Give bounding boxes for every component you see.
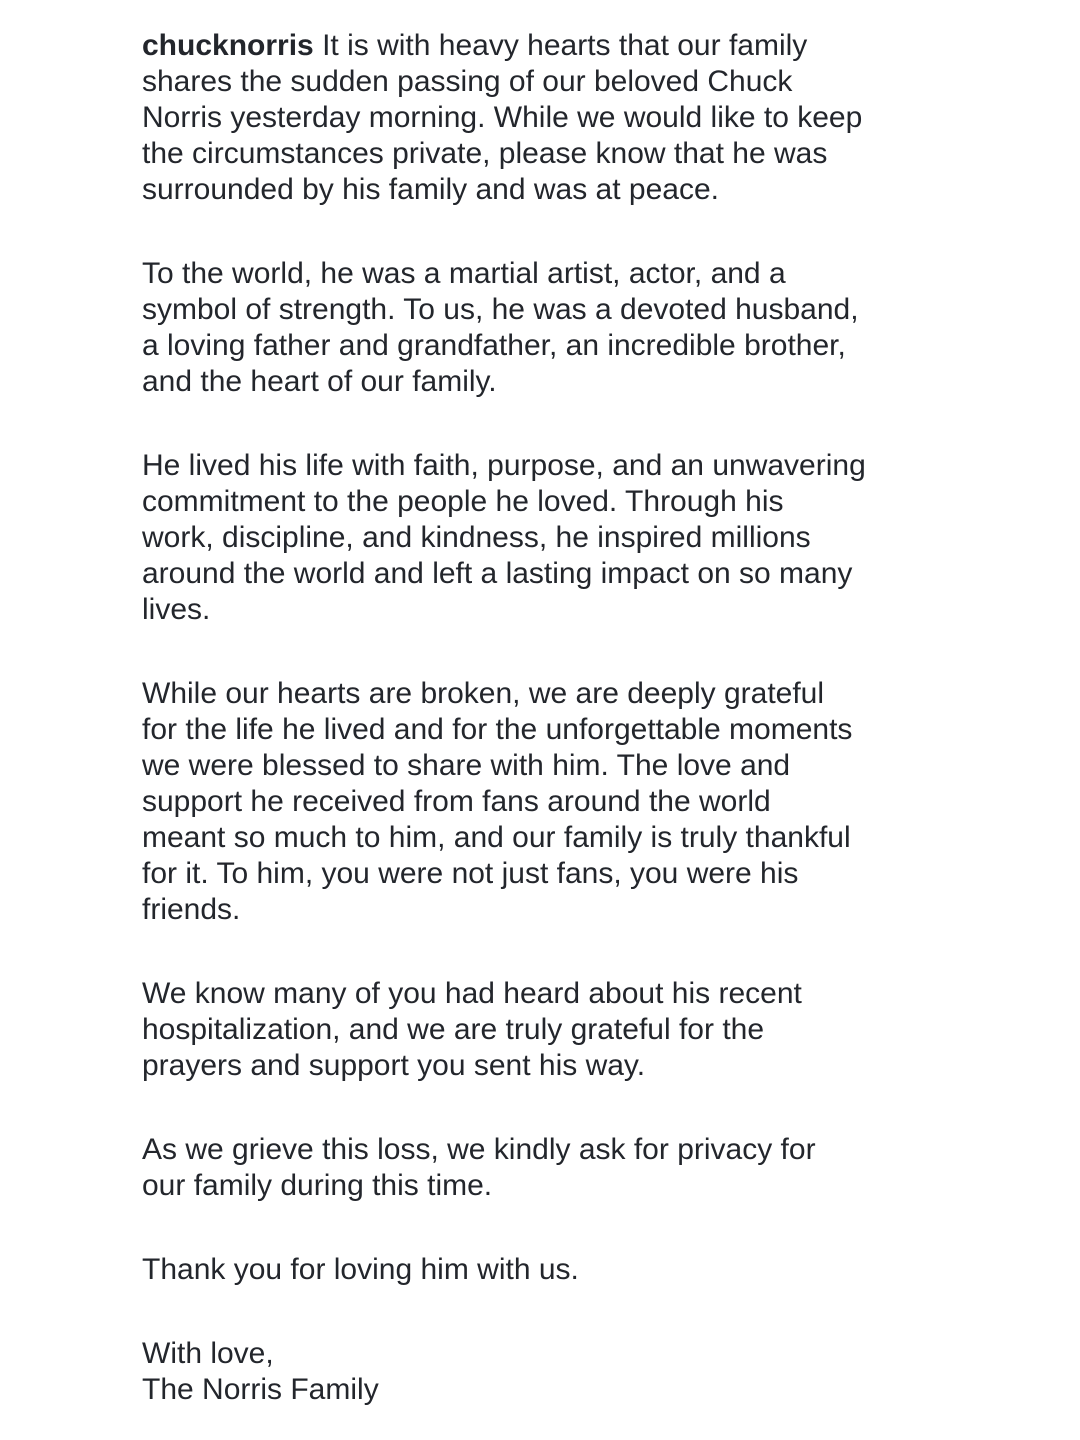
username-link[interactable]: chucknorris	[142, 29, 314, 62]
caption-paragraph: While our hearts are broken, we are deeply grateful for the life he lived and for the unforgettable moments we were blessed to share with him. The love and support he received from fans around the world meant so much to him, and our family is truly thankful for it. To him, you were not just fans, you were his friends.	[142, 677, 853, 926]
caption-paragraph-signature: With love, The Norris Family	[142, 1337, 379, 1406]
caption-paragraph: As we grieve this loss, we kindly ask for privacy for our family during this time.	[142, 1133, 816, 1202]
caption-paragraph: Thank you for loving him with us.	[142, 1253, 579, 1286]
caption-intro-text: It is with heavy hearts that our family shares the sudden passing of our beloved Chuck Norris yesterday morning. While we would like to keep the circumstances private, please know that he was surrounded by his family and was at peace.	[142, 29, 863, 206]
post-caption	[142, 28, 1002, 1408]
caption-paragraph: We know many of you had heard about his recent hospitalization, and we are truly grateful for the prayers and support you sent his way.	[142, 977, 802, 1082]
caption-paragraph: He lived his life with faith, purpose, and an unwavering commitment to the people he loved. Through his work, discipline, and kindness, he inspired millions around the world and left a lasting impact on so many lives.	[142, 449, 866, 626]
caption-paragraph-intro	[142, 28, 1002, 208]
caption-paragraph: To the world, he was a martial artist, actor, and a symbol of strength. To us, he was a devoted husband, a loving father and grandfather, an incredible brother, and the heart of our family.	[142, 257, 859, 398]
